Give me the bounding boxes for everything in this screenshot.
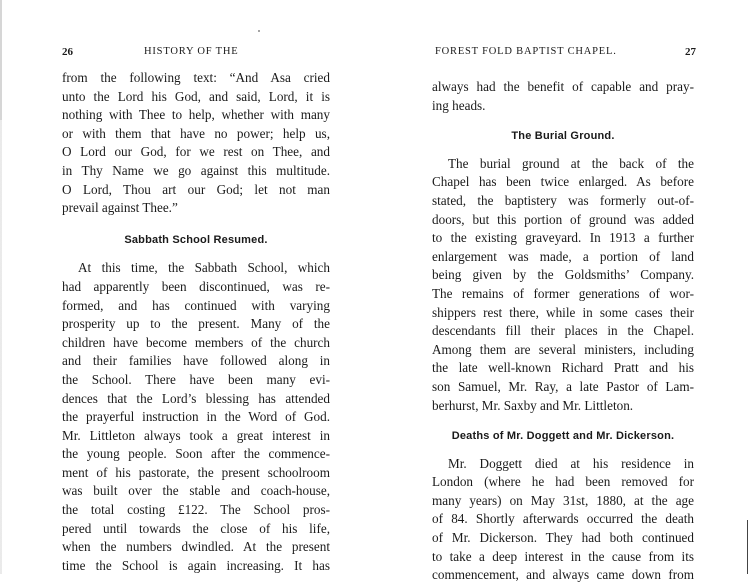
right-body-text [432, 78, 694, 585]
text-line: ment of his pastorate, the present schoolroom [62, 464, 330, 480]
left-running-title: HISTORY OF THE [144, 46, 239, 57]
right-running-head [432, 46, 694, 60]
text-line: the prayerful instruction in the Word of God. [62, 409, 330, 425]
section-heading-burial-ground: The Burial Ground. [511, 130, 615, 143]
text-line: descendants fill their places in the Chapel. [432, 323, 694, 339]
text-line: son Samuel, Mr. Ray, a late Pastor of Lam- [432, 378, 694, 394]
text-line: pered until towards the close of his life, [62, 520, 330, 536]
text-line: of Mr. Dickerson. They had both continued [432, 530, 694, 546]
text-line: children have become members of the church [62, 334, 330, 350]
text-line: of 84. Shortly afterwards occurred the death [432, 511, 694, 527]
text-line: the young people. Soon after the commence- [62, 446, 330, 462]
text-line: commencement, and always came down from [432, 567, 694, 583]
text-line: O Lord our God, for we rest on Thee, and [62, 144, 330, 160]
left-paragraph-1 [62, 69, 330, 218]
text-line: shippers rest there, while in some cases their [432, 304, 694, 320]
text-line: berhurst, Mr. Saxby and Mr. Littleton. [432, 397, 634, 413]
text-line: when the numbers dwindled. At the present [62, 539, 330, 555]
text-line: The remains of former generations of wor- [432, 285, 694, 301]
right-page-number: 27 [685, 46, 696, 58]
text-line: prosperity up to the present. Many of the [62, 316, 330, 332]
text-line: Chapel has been twice enlarged. As before [432, 174, 694, 190]
text-line: Mr. Littleton always took a great interest in [62, 427, 330, 443]
text-line: the late well-known Richard Pratt and his [432, 360, 694, 376]
text-line: always had the benefit of capable and pray- [432, 79, 694, 94]
text-line: being given by the Goldsmiths’ Company. [432, 267, 694, 283]
right-paragraph-3 [432, 455, 694, 585]
right-page [432, 0, 696, 583]
text-line: unto the Lord his God, and said, Lord, it is [62, 88, 330, 104]
text-line: to the existing graveyard. In 1913 a further [432, 230, 694, 246]
right-running-title: FOREST FOLD BAPTIST CHAPEL. [435, 46, 617, 57]
text-line: and their families have followed along in [62, 353, 330, 369]
text-line: or with them that have no power; help us, [62, 125, 330, 141]
text-line: was built over the stable and coach-house, [62, 483, 330, 499]
text-line: time the School is again increasing. It has [62, 557, 330, 573]
left-running-head [62, 46, 330, 60]
text-line: doors, but this portion of ground was added [432, 211, 694, 227]
text-line: the School. There have been many evi- [62, 371, 330, 387]
text-line: many years) on May 31st, 1880, at the age [432, 492, 694, 508]
text-line: Among them are several ministers, including [432, 341, 694, 357]
text-line: The burial ground at the back of the [448, 155, 694, 171]
text-line: Mr. Doggett died at his residence in [448, 455, 694, 471]
text-line: ing heads. [432, 97, 486, 113]
page-edge-right [747, 520, 748, 574]
text-line: At this time, the Sabbath School, which [78, 260, 330, 276]
left-page-number: 26 [62, 46, 73, 58]
right-paragraph-1 [432, 78, 694, 115]
left-paragraph-2 [62, 259, 330, 575]
text-line: London (where he had been removed for [432, 474, 694, 490]
left-page [62, 0, 330, 574]
section-heading-deaths: Deaths of Mr. Doggett and Mr. Dickerson. [451, 430, 675, 443]
text-line: the total costing £122. The School pros- [62, 502, 330, 518]
text-line: O Lord, Thou art our God; let not man [62, 181, 330, 197]
text-line: stated, the baptistery was formerly out-of- [432, 192, 694, 208]
text-line: nothing with Thee to help, whether with many [62, 107, 330, 123]
section-heading-sabbath-school: Sabbath School Resumed. [124, 233, 268, 246]
text-line: in Thy Name we go against this multitude. [62, 162, 330, 178]
text-line: to take a deep interest in the cause from its [432, 548, 694, 564]
text-line: had apparently been discontinued, was re- [62, 278, 330, 294]
text-line: dences that the Lord’s blessing has attended [62, 390, 330, 406]
left-body-text [62, 69, 330, 575]
page-edge-left [0, 0, 2, 574]
text-line: formed, and has continued with varying [62, 297, 330, 313]
right-paragraph-2 [432, 155, 694, 415]
text-line: enlargement was made, a portion of land [432, 248, 694, 264]
text-line: from the following text: “And Asa cried [62, 70, 330, 85]
text-line: prevail against Thee.” [62, 200, 178, 216]
